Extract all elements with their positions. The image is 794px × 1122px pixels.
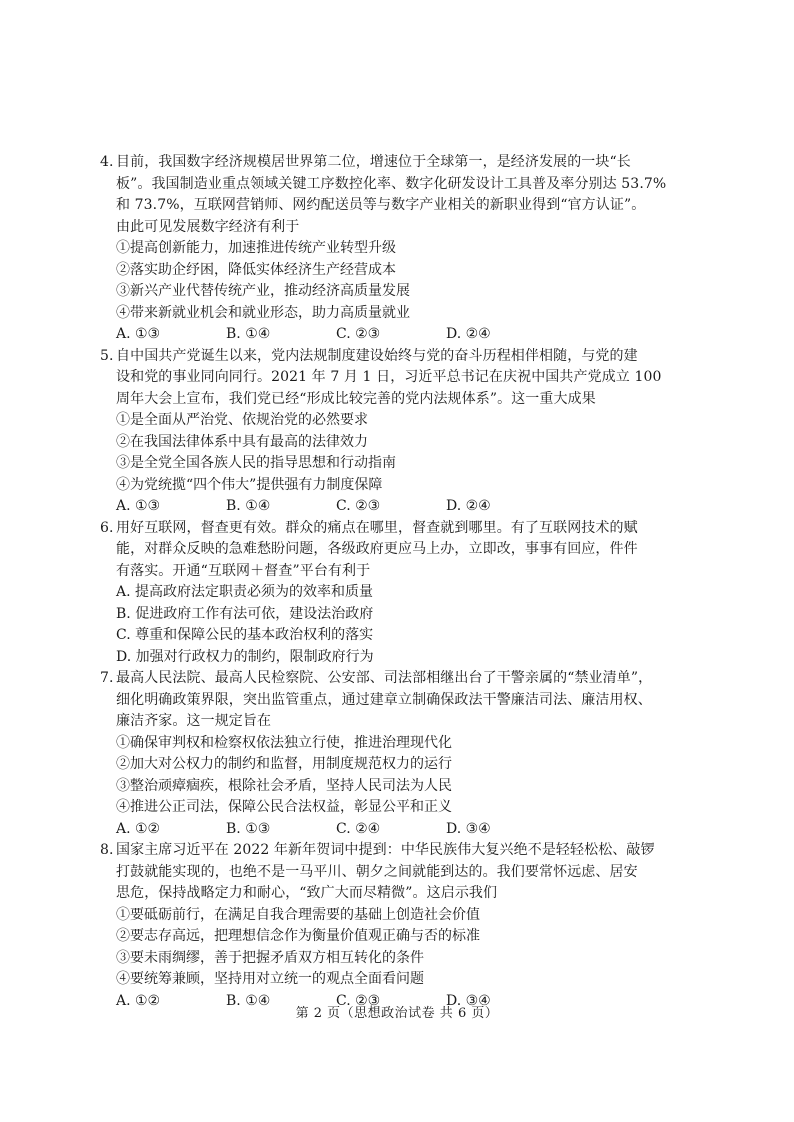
choice-row xyxy=(116,324,686,346)
question-stem-text: 目前，我国数字经济规模居世界第二位，增速位于全球第一，是经济发展的一块“长 xyxy=(116,154,631,170)
question-5 xyxy=(100,346,686,518)
answer-choice: A. ①③ xyxy=(116,498,161,514)
question-7 xyxy=(100,668,686,840)
question-stem-line: 能，对群众反映的急难愁盼问题，各级政府更应马上办，立即改，事事有回应，件件 xyxy=(116,541,638,557)
choice-row xyxy=(116,819,686,841)
answer-choice: D. ③④ xyxy=(446,992,491,1009)
question-number: 8. xyxy=(100,842,114,858)
answer-option: C. 尊重和保障公民的基本政治权利的落实 xyxy=(116,627,374,643)
question-stem-line: 打鼓就能实现的，也绝不是一马平川、朝夕之间就能到达的。我们要常怀远虑、居安 xyxy=(116,863,638,880)
answer-choice: B. ①④ xyxy=(226,992,271,1009)
exam-page-content xyxy=(100,152,686,1012)
answer-option: ②加大对公权力的制约和监督，用制度规范权力的运行 xyxy=(116,756,452,772)
answer-choice: B. ①③ xyxy=(226,820,271,837)
question-8 xyxy=(100,840,686,1012)
answer-option: ④要统筹兼顾，坚持用对立统一的观点全面看问题 xyxy=(116,971,424,987)
answer-option: ③整治顽瘴痼疾，根除社会矛盾，坚持人民司法为人民 xyxy=(116,777,452,794)
answer-option: ①提高创新能力，加速推进传统产业转型升级 xyxy=(116,240,396,256)
question-6 xyxy=(100,518,686,669)
question-stem-text: 自中国共产党诞生以来，党内法规制度建设始终与党的奋斗历程相伴相随，与党的建 xyxy=(116,347,638,364)
question-stem-line: 设和党的事业同向同行。2021 年 7 月 1 日，习近平总书记在庆祝中国共产党成立 100 xyxy=(116,369,662,385)
question-stem-text: 国家主席习近平在 2022 年新年贺词中提到：中华民族伟大复兴绝不是轻轻松松、敲锣 xyxy=(116,842,655,858)
question-stem-line: 有落实。开通“互联网＋督查”平台有利于 xyxy=(116,562,371,579)
answer-choice: A. ①③ xyxy=(116,326,161,342)
answer-choice: D. ②④ xyxy=(446,326,491,342)
answer-option: ③是全党全国各族人民的指导思想和行动指南 xyxy=(116,455,396,471)
question-number: 5. xyxy=(100,347,114,364)
answer-choice: B. ①④ xyxy=(226,326,271,342)
answer-choice: C. ②③ xyxy=(336,992,381,1009)
question-stem-line xyxy=(100,346,686,368)
answer-option: ④推进公正司法，保障公民合法权益，彰显公平和正义 xyxy=(116,799,452,815)
question-stem-line: 细化明确政策界限，突出监管重点，通过建章立制确保政法干警廉洁司法、廉洁用权、 xyxy=(116,691,652,708)
choice-row xyxy=(116,496,686,518)
question-stem-line xyxy=(100,840,686,862)
question-stem-text: 最高人民法院、最高人民检察院、公安部、司法部相继出台了干警亲属的“禁业清单”， xyxy=(116,670,653,686)
question-stem-line: 和 73.7%，互联网营销师、网约配送员等与数字产业相关的新职业得到“官方认证”。 xyxy=(116,197,646,213)
answer-option: B. 促进政府工作有法可依，建设法治政府 xyxy=(116,605,374,622)
question-number: 7. xyxy=(100,670,114,686)
question-stem-line: 板”。我国制造业重点领域关键工序数控化率、数字化研发设计工具普及率分别达 53.7% xyxy=(116,175,667,192)
question-stem-line xyxy=(100,152,686,174)
answer-option: ③新兴产业代替传统产业，推动经济高质量发展 xyxy=(116,283,410,299)
page-footer: 第 2 页（思想政治试卷 共 6 页） xyxy=(295,1006,499,1021)
answer-option: A. 提高政府法定职责必须为的效率和质量 xyxy=(116,584,374,600)
answer-option: ①确保审判权和检察权依法独立行使，推进治理现代化 xyxy=(116,734,452,751)
answer-option: ②在我国法律体系中具有最高的法律效力 xyxy=(116,433,368,450)
answer-choice: D. ③④ xyxy=(446,820,491,837)
answer-choice: C. ②③ xyxy=(336,498,381,514)
answer-option: D. 加强对行政权力的制约，限制政府行为 xyxy=(116,648,374,665)
question-stem-line: 由此可见发展数字经济有利于 xyxy=(116,218,300,235)
answer-choice: C. ②④ xyxy=(336,820,381,837)
answer-choice: C. ②③ xyxy=(336,326,381,342)
answer-option: ②要志存高远，把理想信念作为衡量价值观正确与否的标准 xyxy=(116,928,480,944)
answer-choice: B. ①④ xyxy=(226,498,271,514)
answer-option: ②落实助企纾困，降低实体经济生产经营成本 xyxy=(116,261,396,278)
question-stem-line: 廉洁齐家。这一规定旨在 xyxy=(116,713,272,729)
question-stem-text: 用好互联网，督查更有效。群众的痛点在哪里，督查就到哪里。有了互联网技术的赋 xyxy=(116,519,638,536)
answer-option: ①是全面从严治党、依规治党的必然要求 xyxy=(116,412,368,428)
question-number: 6. xyxy=(100,519,114,536)
answer-choice: A. ①② xyxy=(116,992,161,1009)
answer-option: ④带来新就业机会和就业形态，助力高质量就业 xyxy=(116,304,410,321)
answer-option: ①要砥砺前行，在满足自我合理需要的基础上创造社会价值 xyxy=(116,906,480,923)
answer-choice: D. ②④ xyxy=(446,498,491,514)
question-stem-line xyxy=(100,668,686,690)
answer-choice: A. ①② xyxy=(116,820,161,837)
question-number: 4. xyxy=(100,154,114,170)
answer-option: ④为党统揽“四个伟大”提供强有力制度保障 xyxy=(116,476,383,493)
answer-option: ③要未雨绸缪，善于把握矛盾双方相互转化的条件 xyxy=(116,949,424,966)
question-stem-line xyxy=(100,518,686,540)
question-stem-line: 周年大会上宣布，我们党已经“形成比较完善的党内法规体系”。这一重大成果 xyxy=(116,390,596,407)
question-4 xyxy=(100,152,686,346)
question-stem-line: 思危，保持战略定力和耐心，“致广大而尽精微”。这启示我们 xyxy=(116,885,498,901)
